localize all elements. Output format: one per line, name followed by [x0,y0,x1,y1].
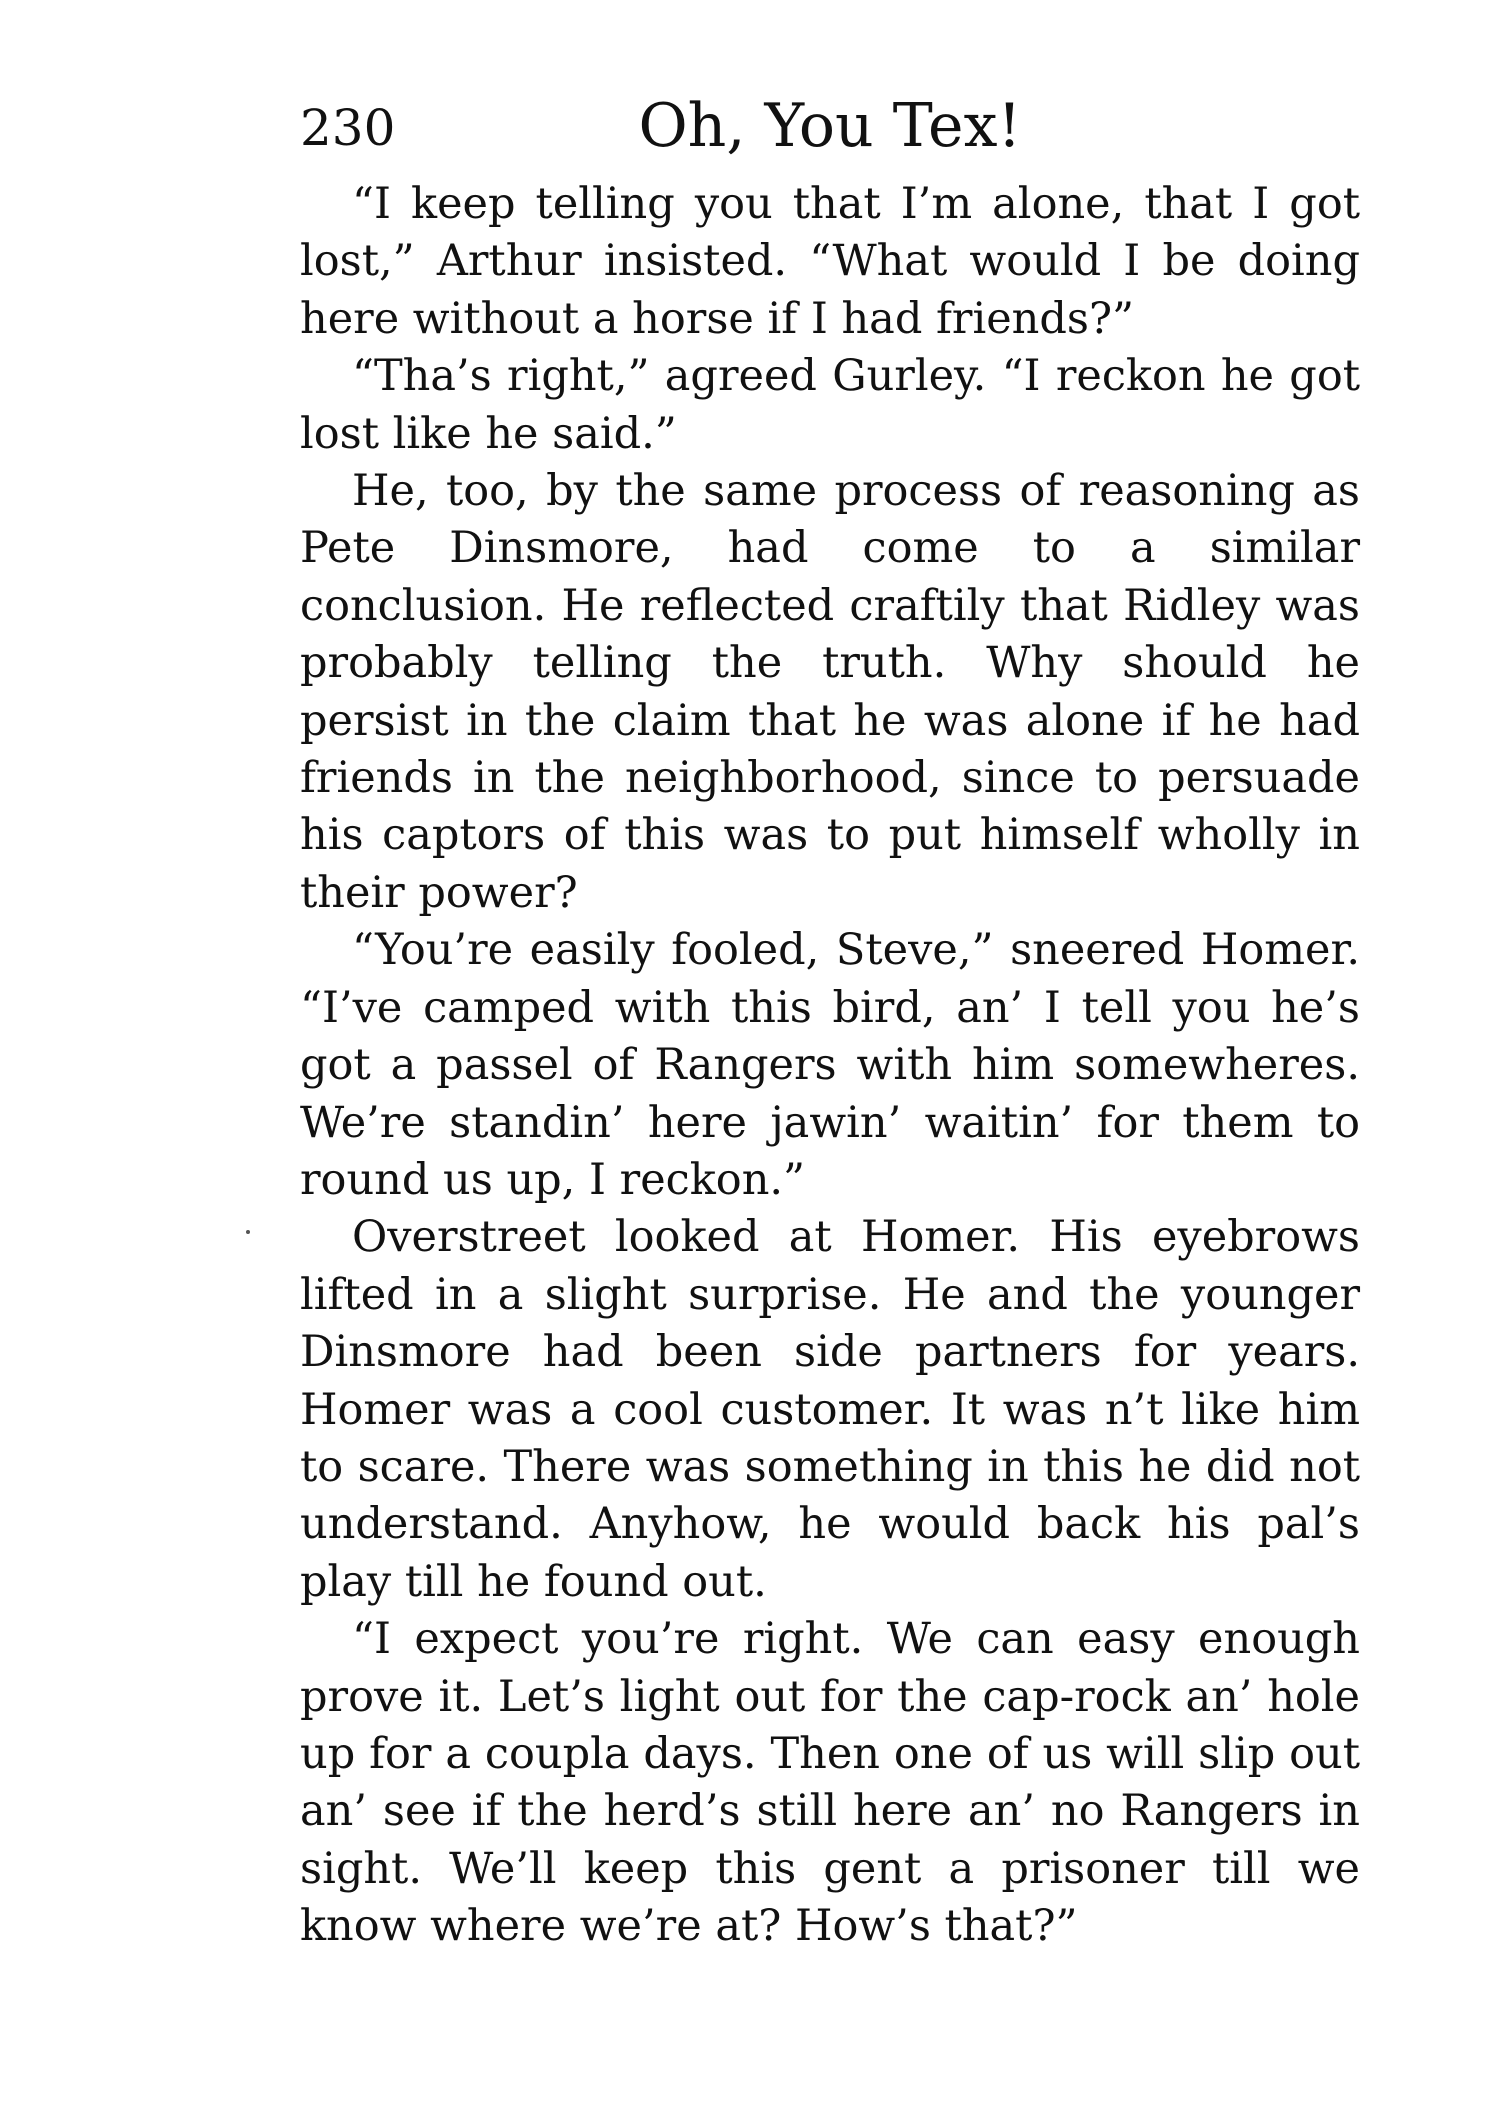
running-title: Oh, You Tex! [638,91,1022,161]
paragraph: Overstreet looked at Homer. His eyebrows lifted in a slight surprise. He and the younger Dinsmore had been side partners for years. Homer was a cool customer. It was n’t like him to scare. There was something in this he did not understand. Anyhow, he would back his pal’s play till he found out. [300,1212,1360,1607]
paragraph: “Tha’s right,” agreed Gurley. “I reckon he got lost like he said.” [300,351,1360,459]
page-header [300,88,1360,168]
body-text [300,176,1360,1956]
paragraph: “I keep telling you that I’m alone, that I got lost,” Arthur insisted. “What would I be doing here without a horse if I had friends?” [300,179,1360,344]
paragraph: He, too, by the same process of reasoning as Pete Dinsmore, had come to a similar conclusion. He reflected craftily that Ridley was probably telling the truth. Why should he persist in the claim that he was alone if he had friends in the neighborhood, since to persuade his captors of this was to put himself wholly in their power? [300,466,1360,918]
stray-ink-dot [246,1230,250,1234]
page-number: 230 [300,99,396,157]
paragraph: “You’re easily fooled, Steve,” sneered Homer. “I’ve camped with this bird, an’ I tell you he’s got a passel of Rangers with him somewheres. We’re standin’ here jawin’ waitin’ for them to round us up, I reckon.” [300,925,1360,1205]
paragraph: “I expect you’re right. We can easy enough prove it. Let’s light out for the cap-rock an’ hole up for a coupla days. Then one of us will slip out an’ see if the herd’s still here an’ no Rangers in sight. We’ll keep this gent a prisoner till we know where we’re at? How’s that?” [300,1614,1360,1952]
